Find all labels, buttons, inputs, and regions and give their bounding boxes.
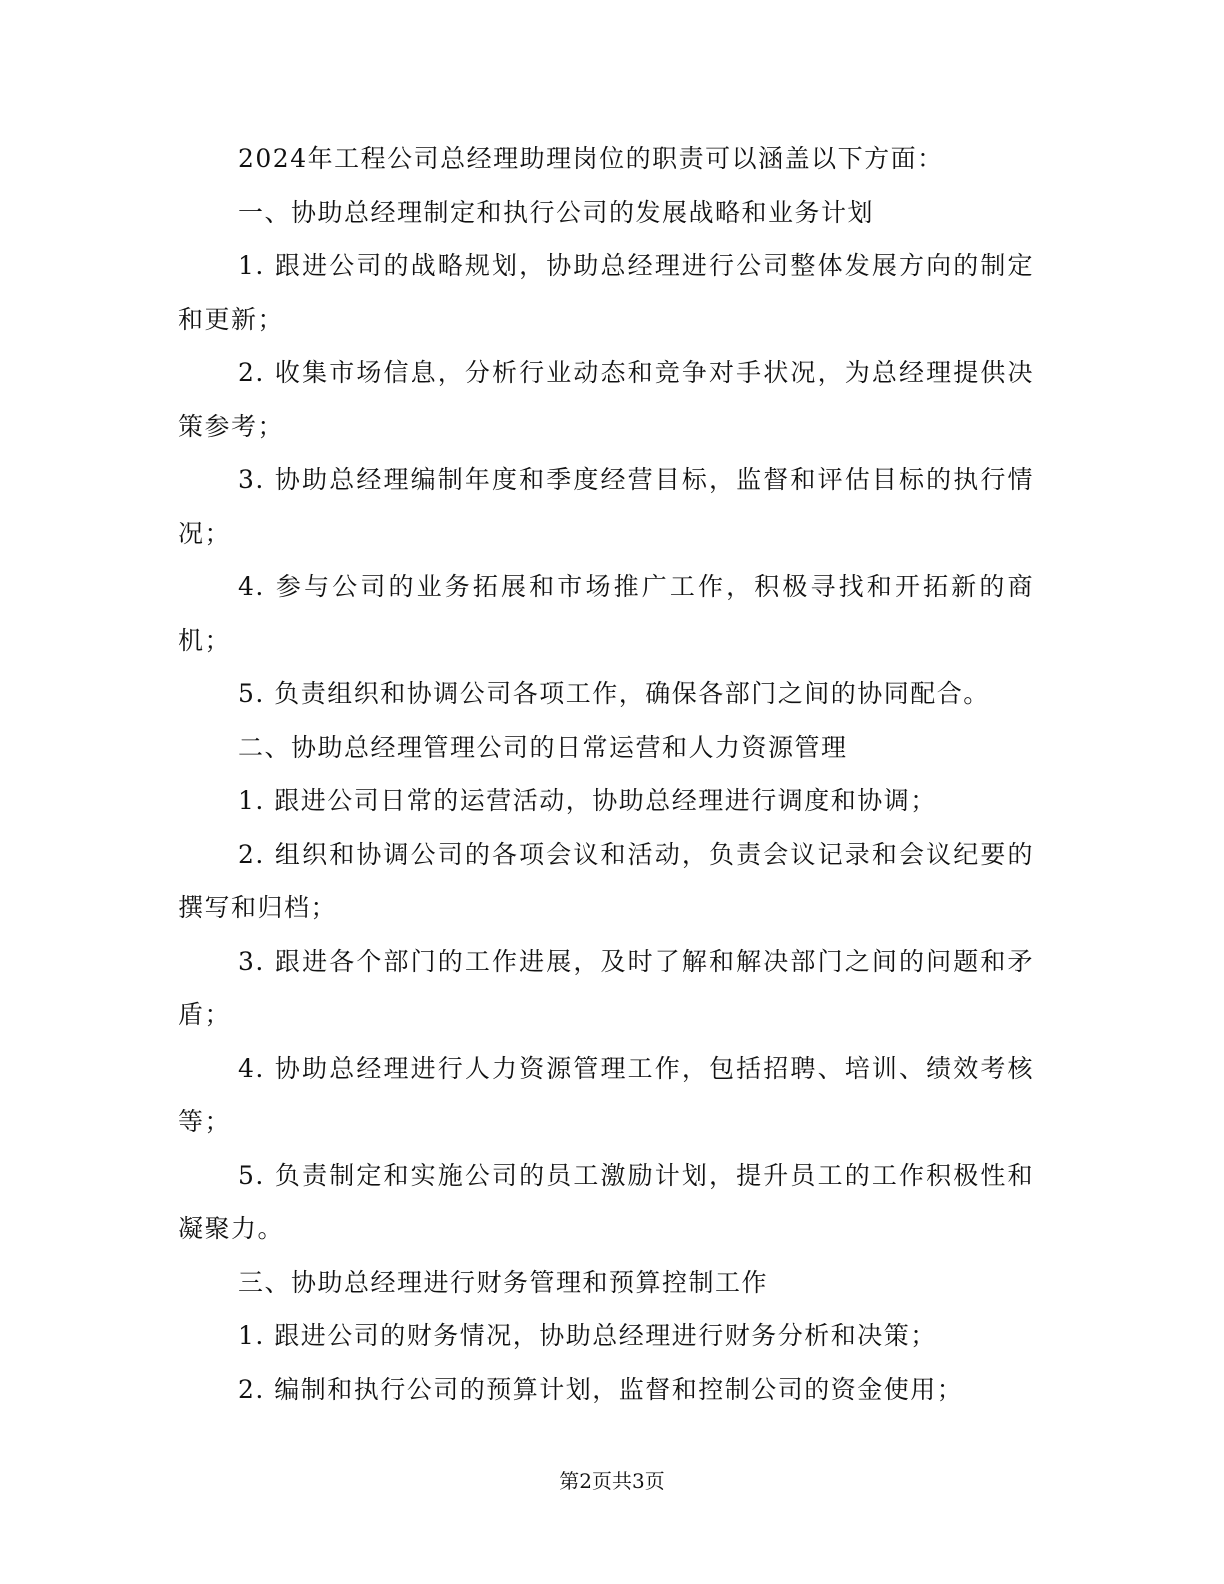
page-footer: [0, 1466, 1224, 1496]
list-item: 4. 协助总经理进行人力资源管理工作，包括招聘、培训、绩效考核等；: [178, 1053, 1034, 1136]
list-item: 5. 负责制定和实施公司的员工激励计划，提升员工的工作积极性和凝聚力。: [178, 1160, 1034, 1243]
page-number-label: 第2页共3页: [559, 1469, 665, 1493]
list-item: 2. 收集市场信息，分析行业动态和竞争对手状况，为总经理提供决策参考；: [178, 358, 1034, 441]
intro-paragraph: 2024年工程公司总经理助理岗位的职责可以涵盖以下方面：: [238, 144, 944, 173]
section-heading-1: 一、协助总经理制定和执行公司的发展战略和业务计划: [238, 197, 875, 227]
list-item: 1. 跟进公司的财务情况，协助总经理进行财务分析和决策；: [238, 1321, 937, 1350]
list-item: 3. 跟进各个部门的工作进展，及时了解和解决部门之间的问题和矛盾；: [178, 946, 1034, 1029]
document-body: [178, 132, 1034, 1416]
list-item: 1. 跟进公司的战略规划，协助总经理进行公司整体发展方向的制定和更新；: [178, 251, 1034, 334]
list-item: 2. 编制和执行公司的预算计划，监督和控制公司的资金使用；: [238, 1374, 964, 1404]
list-item: 1. 跟进公司日常的运营活动，协助总经理进行调度和协调；: [238, 786, 937, 815]
section-heading-2: 二、协助总经理管理公司的日常运营和人力资源管理: [238, 732, 848, 762]
list-item: 2. 组织和协调公司的各项会议和活动，负责会议记录和会议纪要的撰写和归档；: [178, 839, 1034, 922]
list-item: 5. 负责组织和协调公司各项工作，确保各部门之间的协同配合。: [238, 679, 990, 708]
section-heading-3: 三、协助总经理进行财务管理和预算控制工作: [238, 1267, 769, 1297]
list-item: 4. 参与公司的业务拓展和市场推广工作，积极寻找和开拓新的商机；: [178, 572, 1034, 655]
list-item: 3. 协助总经理编制年度和季度经营目标，监督和评估目标的执行情况；: [178, 465, 1034, 548]
